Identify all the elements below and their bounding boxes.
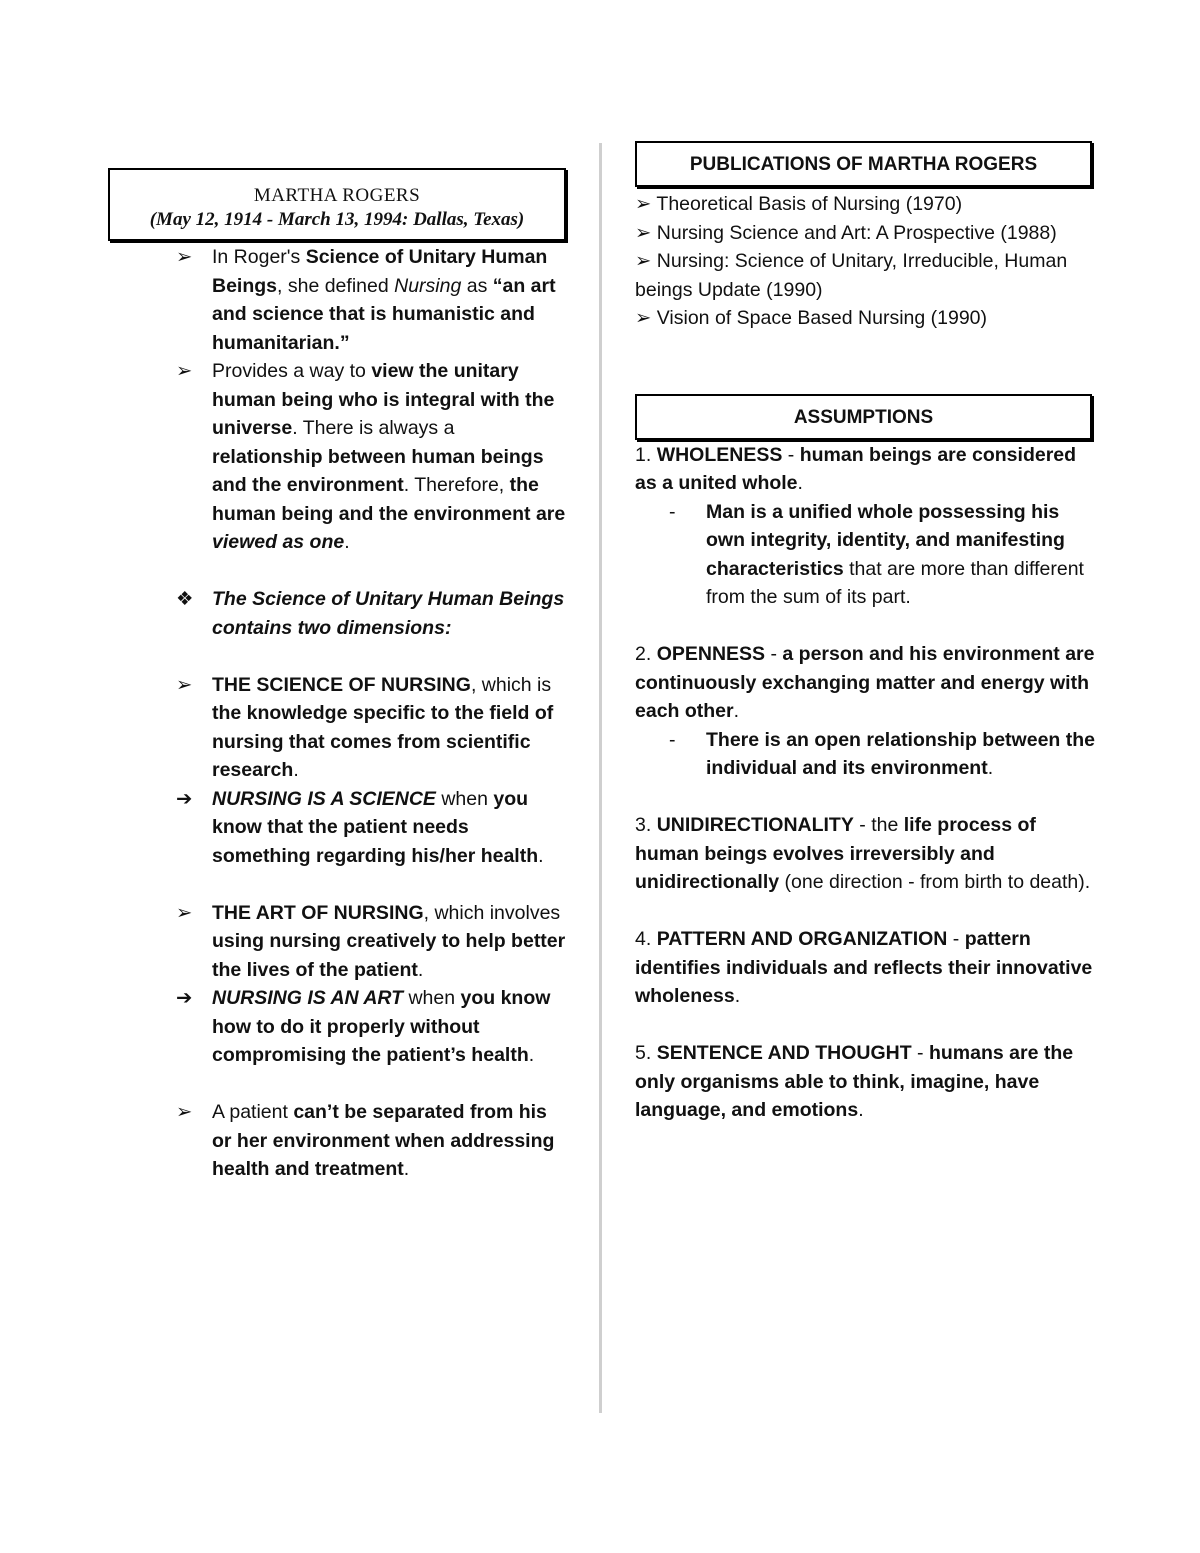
right-column bbox=[635, 141, 1095, 1125]
dash-bullet-icon: - bbox=[669, 500, 676, 523]
publication-item: ➢ Nursing Science and Art: A Prospective (1988) bbox=[635, 221, 1057, 244]
left-bullets bbox=[108, 243, 568, 1184]
arrowhead-bullet-icon: ➢ bbox=[635, 250, 652, 272]
title-box bbox=[108, 168, 566, 241]
arrowhead-bullet-icon: ➢ bbox=[176, 360, 193, 382]
publications-heading: PUBLICATIONS OF MARTHA ROGERS bbox=[635, 141, 1092, 187]
assumption-sentence-thought: 5. SENTENCE AND THOUGHT - humans are the only organisms able to think, imagine, have language, and emotions. bbox=[635, 1042, 1074, 1121]
assumptions-list bbox=[635, 441, 1095, 1125]
diamond-bullet-icon: ❖ bbox=[176, 588, 194, 610]
assumption-unidirectionality: 3. UNIDIRECTIONALITY - the life process of human beings evolves irreversibly and unidirectionally (one direction - from birth to death). bbox=[635, 814, 1091, 893]
arrowhead-bullet-icon: ➢ bbox=[635, 221, 652, 244]
page-title: MARTHA ROGERS bbox=[253, 185, 421, 206]
publications-list bbox=[635, 190, 1095, 333]
arrowhead-bullet-icon: ➢ bbox=[176, 1101, 193, 1123]
arrowhead-bullet-icon: ➢ bbox=[176, 246, 193, 268]
arrowhead-bullet-icon: ➢ bbox=[176, 901, 193, 924]
bullet-nursing-is-science: ➔ NURSING IS A SCIENCE when you know that the patient needs something regarding his/her health. bbox=[108, 785, 568, 871]
assumption-openness-detail: - There is an open relationship between the individual and its environment. bbox=[635, 726, 1095, 783]
bullet-art-of-nursing: ➢ THE ART OF NURSING, which involves using nursing creatively to help better the lives of the patient. bbox=[108, 899, 568, 985]
bullet-science-definition: ➢ In Roger's Science of Unitary Human Beings, she defined Nursing as “an art and science that is humanistic and humanitarian.” bbox=[108, 243, 568, 357]
assumption-pattern-organization: 4. PATTERN AND ORGANIZATION - pattern identifies individuals and reflects their innovative wholeness. bbox=[635, 928, 1093, 1007]
bullet-unitary-view: ➢ Provides a way to view the unitary human being who is integral with the universe. There is always a relationship between human beings and the environment. Therefore, the human being and the environment are viewed as one. bbox=[108, 357, 568, 557]
arrowhead-bullet-icon: ➢ bbox=[176, 673, 193, 696]
dash-bullet-icon: - bbox=[669, 728, 676, 751]
arrowhead-bullet-icon: ➢ bbox=[635, 307, 652, 329]
arrowhead-bullet-icon: ➢ bbox=[635, 193, 652, 215]
publication-item: ➢ Vision of Space Based Nursing (1990) bbox=[635, 307, 988, 329]
publication-item: ➢ Nursing: Science of Unitary, Irreducible, Human beings Update (1990) bbox=[635, 250, 1068, 301]
publication-item: ➢ Theoretical Basis of Nursing (1970) bbox=[635, 193, 963, 215]
assumption-openness: 2. OPENNESS - a person and his environment are continuously exchanging matter and energy with each other. bbox=[635, 643, 1095, 722]
left-column bbox=[108, 168, 568, 1184]
bullet-nursing-is-art: ➔ NURSING IS AN ART when you know how to do it properly without compromising the patient’s health. bbox=[108, 984, 568, 1070]
arrow-right-icon: ➔ bbox=[176, 987, 193, 1009]
assumption-wholeness: 1. WHOLENESS - human beings are considered as a united whole. bbox=[635, 443, 1077, 494]
bullet-science-of-nursing: ➢ THE SCIENCE OF NURSING, which is the knowledge specific to the field of nursing that comes from scientific research. bbox=[108, 671, 568, 785]
assumption-wholeness-detail: - Man is a unified whole possessing his own integrity, identity, and manifesting characteristics that are more than different from the sum of its part. bbox=[635, 498, 1095, 612]
bullet-patient-environment: ➢ A patient can’t be separated from his or her environment when addressing health and treatment. bbox=[108, 1098, 568, 1184]
life-dates: (May 12, 1914 - March 13, 1994: Dallas, Texas) bbox=[149, 209, 525, 230]
assumptions-heading: ASSUMPTIONS bbox=[635, 394, 1092, 440]
column-divider bbox=[599, 143, 602, 1413]
arrow-right-icon: ➔ bbox=[176, 787, 193, 810]
dimensions-note: ❖ The Science of Unitary Human Beings contains two dimensions: bbox=[108, 585, 568, 642]
